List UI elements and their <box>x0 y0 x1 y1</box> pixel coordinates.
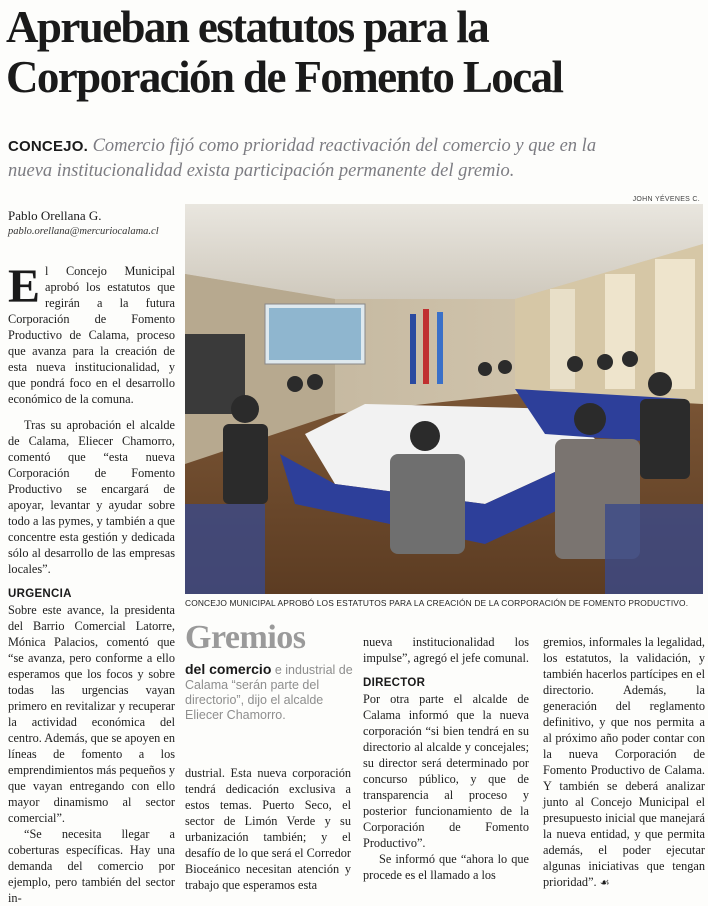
drop-cap: E <box>8 260 41 313</box>
paragraph-6: nueva institucionalidad los impulse”, agregó el jefe comunal. <box>363 635 529 665</box>
subhead-director: DIRECTOR <box>363 677 426 689</box>
article-column-4 <box>543 634 705 891</box>
meeting-photo-illustration <box>185 204 703 594</box>
paragraph-9 <box>543 634 705 891</box>
article-column-2 <box>185 765 351 893</box>
paragraph-9-text: gremios, informales la legalidad, los estatutos, la validación, y también hacerlos partícipes en el directorio. Además, la generación del reglamento definitivo, y que nos permita a al próximo año poder contar con la nueva Corporación de Fomento Productivo de Calama. Y también se deberá analizar junto al Concejo Municipal el presupuesto inicial que manejará la nueva entidad, y que permita además, el poder ejecutar algunas iniciativas que tengan prioridad”. <box>543 635 705 889</box>
deck-line-1: Comercio fijó como prioridad reactivación del comercio y que en la <box>92 136 597 156</box>
paragraph-1-text: l Concejo Municipal aprobó los estatutos que regirán a la futura Corporación de Fomento Productivo de Calama, proceso que avanza para la creación de esta nueva institucionalidad, y que pondrá foco en el desarrollo económico de la comuna. <box>8 264 175 406</box>
byline-name: Pablo Orellana G. <box>8 208 102 223</box>
byline-email: pablo.orellana@mercuriocalama.cl <box>8 226 159 237</box>
article-column-1 <box>8 260 175 906</box>
end-mark-icon: ☙ <box>599 876 610 889</box>
paragraph-2: Tras su aprobación el alcalde de Calama, Eliecer Chamorro, comentó que “esta nueva Corporación de Fomento Productivo se encargará de apoyar, levantar y ayudar sobre todo a las pymes, y también a que concentre esta gestión y dedicada sólo al desarrollo de las empresas locales”. <box>8 418 175 576</box>
deck-kicker: CONCEJO. <box>8 138 88 155</box>
pullquote-title: Gremios <box>185 619 306 656</box>
pullquote-lead: del comercio <box>185 661 272 677</box>
pullquote-text: e industrial de Calama “serán parte del directorio”, dijo el alcalde Eliecer Chamorro. <box>185 663 353 722</box>
headline-line-2: Corporación de Fomento Local <box>6 52 563 102</box>
paragraph-7: Por otra parte el alcalde de Calama informó que la nueva corporación “si bien tendrá en su directorio al alcalde y concejales; su director será determinado por concurso público, y que de transparencia al proceso y posterior funcionamiento de la Corporación de Fomento Productivo”. <box>363 692 529 850</box>
headline-line-1: Aprueban estatutos para la <box>6 2 489 52</box>
paragraph-5: dustrial. Esta nueva corporación tendrá dedicación exclusiva a estos temas. Puerto Seco, el sector de Limón Verde y su urbanización también; y el desafío de lo que será el Corredor Bioceánico necesitan atención y trabajo que esperamos esta <box>185 766 351 892</box>
subhead-urgencia: URGENCIA <box>8 588 72 600</box>
article-column-3 <box>363 634 529 883</box>
paragraph-8: Se informó que “ahora lo que procede es el llamado a los <box>363 852 529 882</box>
meeting-photo <box>185 204 703 594</box>
photo-credit: JOHN YÉVENES C. <box>632 196 700 203</box>
deck <box>8 134 700 183</box>
paragraph-4: “Se necesita llegar a coberturas específicas. Hay una demanda del comercio por ejemplo, pero también del sector in- <box>8 827 175 905</box>
paragraph-1 <box>8 260 175 407</box>
headline <box>6 2 704 102</box>
photo-caption: CONCEJO MUNICIPAL APROBÓ LOS ESTATUTOS PARA LA CREACIÓN DE LA CORPORACIÓN DE FOMENTO PRODUCTIVO. <box>185 598 689 608</box>
deck-line-2: nueva institucionalidad exista participación permanente del gremio. <box>8 161 515 181</box>
pullquote-body <box>185 662 355 723</box>
paragraph-3: Sobre este avance, la presidenta del Barrio Comercial Latorre, Mónica Palacios, comentó que “se avanza, pero conforme a ello esperamos que los focos y sobre todas las urgencias vayan primero en revitalizar y recuperar la actividad económica del centro. Además, que se apoyen en líneas de fomento a los emprendimientos más pequeños y que vayan entregando con ello mayor dinamismo al sector comercial”. <box>8 603 175 825</box>
